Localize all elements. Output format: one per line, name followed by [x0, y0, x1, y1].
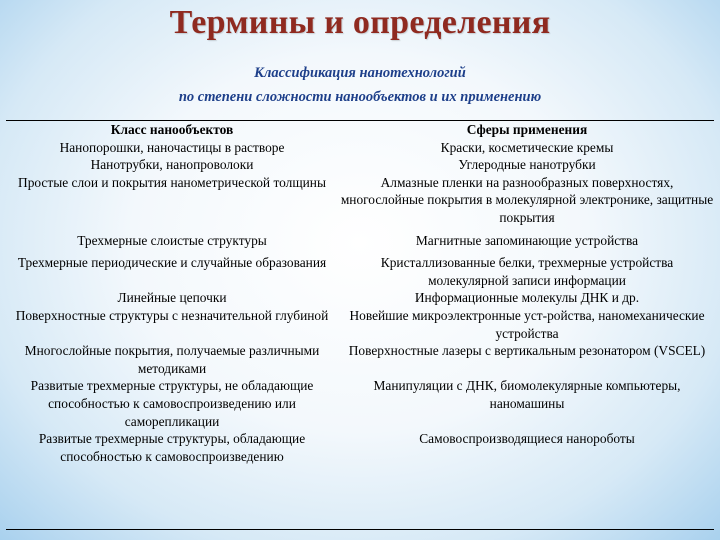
table-row — [6, 174, 714, 227]
nano-object-class-cell: Трехмерные периодические и случайные образования — [17, 255, 327, 271]
column-header-application: Сферы применения — [466, 122, 588, 137]
slide-title: Термины и определения — [169, 4, 551, 41]
application-cell: Манипуляции с ДНК, биомолекулярные компьютеры, наномашины — [373, 378, 681, 411]
application-cell: Новейшие микроэлектронные уст-ройства, наномеханические устройства — [349, 307, 705, 341]
table-row — [6, 377, 714, 430]
application-cell: Кристаллизованные белки, трехмерные устройства молекулярной записи информации — [380, 255, 674, 288]
application-cell: Алмазные пленки на разнообразных поверхностях, многослойные покрытия в молекулярной электронике, защитные покрытия — [340, 174, 714, 225]
nano-object-class-cell: Развитые трехмерные структуры, не обладающие способностью к самовоспроизведению или саморепликации — [30, 378, 314, 429]
slide-subtitle-line1: Классификация нанотехнологий — [254, 65, 466, 81]
nano-object-class-cell: Линейные цепочки — [117, 290, 227, 306]
nano-object-class-cell: Трехмерные слоистые структуры — [77, 232, 267, 248]
table-row — [6, 342, 714, 377]
classification-table — [6, 120, 714, 530]
table-row — [6, 289, 714, 307]
application-cell: Поверхностные лазеры с вертикальным резонатором (VSCEL) — [348, 343, 706, 359]
table-row — [6, 430, 714, 465]
application-cell: Краски, косметические кремы — [440, 139, 614, 155]
nano-object-class-cell: Развитые трехмерные структуры, обладающие способностью к самовоспроизведению — [38, 431, 306, 464]
table-row — [6, 307, 714, 342]
nano-object-class-cell: Нанотрубки, нанопроволоки — [90, 157, 254, 173]
nano-object-class-cell: Нанопорошки, наночастицы в растворе — [59, 139, 285, 155]
column-header-class: Класс нанообъектов — [110, 122, 234, 137]
table-row — [6, 139, 714, 157]
table-header-row — [6, 121, 714, 139]
application-cell: Углеродные нанотрубки — [458, 157, 596, 173]
application-cell: Магнитные запоминающие устройства — [415, 232, 639, 248]
nano-object-class-cell: Простые слои и покрытия нанометрической толщины — [18, 174, 326, 190]
application-cell: Самовоспроизводящиеся нанороботы — [419, 431, 635, 447]
slide-subtitle-line2: по степени сложности нанообъектов и их применению — [178, 89, 542, 105]
nano-object-class-cell: Многослойные покрытия, получаемые различными методиками — [24, 343, 320, 376]
table-row — [6, 254, 714, 289]
table-row — [6, 232, 714, 250]
application-cell: Информационные молекулы ДНК и др. — [414, 290, 640, 306]
table-row — [6, 156, 714, 174]
nano-object-class-cell: Поверхностные структуры с незначительной глубиной — [15, 307, 329, 323]
